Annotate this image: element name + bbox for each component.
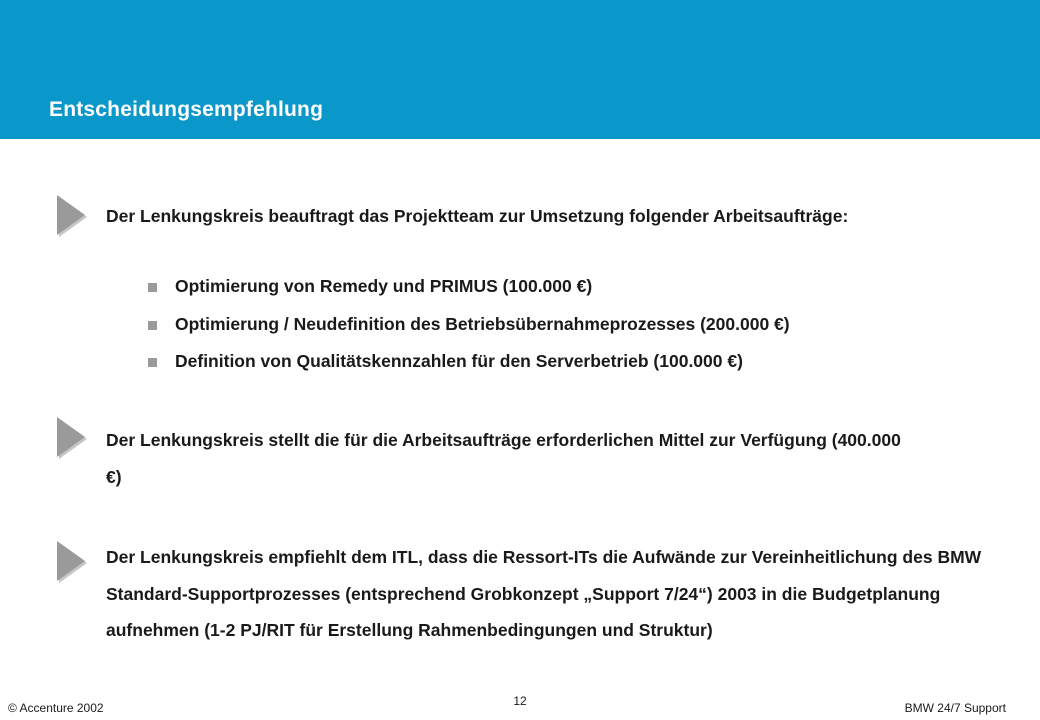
square-bullet-icon [148, 358, 157, 367]
list-item [148, 306, 1028, 344]
footer-project: BMW 24/7 Support [904, 701, 1006, 715]
list-item [148, 343, 1028, 381]
bullet-text: Optimierung von Remedy und PRIMUS (100.000 €) [175, 276, 593, 296]
chevron-arrow-icon [55, 539, 87, 585]
list-item [148, 268, 1028, 306]
footer-copyright: © Accenture 2002 [8, 701, 104, 715]
page-number: 12 [513, 694, 527, 708]
bullet-text: Definition von Qualitätskennzahlen für den Serverbetrieb (100.000 €) [175, 351, 743, 371]
bullet-list [148, 268, 1028, 381]
square-bullet-icon [148, 321, 157, 330]
page-title: Entscheidungsempfehlung [49, 98, 324, 121]
bullet-text: Optimierung / Neudefinition des Betriebsübernahmeprozesses (200.000 €) [175, 313, 790, 334]
square-bullet-icon [148, 283, 157, 292]
section-1-text: Der Lenkungskreis beauftragt das Projektteam zur Umsetzung folgender Arbeitsaufträge: [106, 206, 849, 226]
chevron-arrow-icon [55, 193, 87, 239]
section-3-text: Der Lenkungskreis empfiehlt dem ITL, dass die Ressort-ITs die Aufwände zur Vereinheitlichung des BMW Standard-Supportprozesses (entsprechend Grobkonzept „Support 7/24“) 2003 in die Budgetplanung aufnehmen (1-2 PJ/RIT für Erstellung Rahmenbedingungen und Struktur) [106, 547, 982, 640]
chevron-arrow-icon [55, 415, 87, 461]
section-2-text: Der Lenkungskreis stellt die für die Arbeitsaufträge erforderlichen Mittel zur Verfügung (400.000 €) [106, 430, 901, 487]
